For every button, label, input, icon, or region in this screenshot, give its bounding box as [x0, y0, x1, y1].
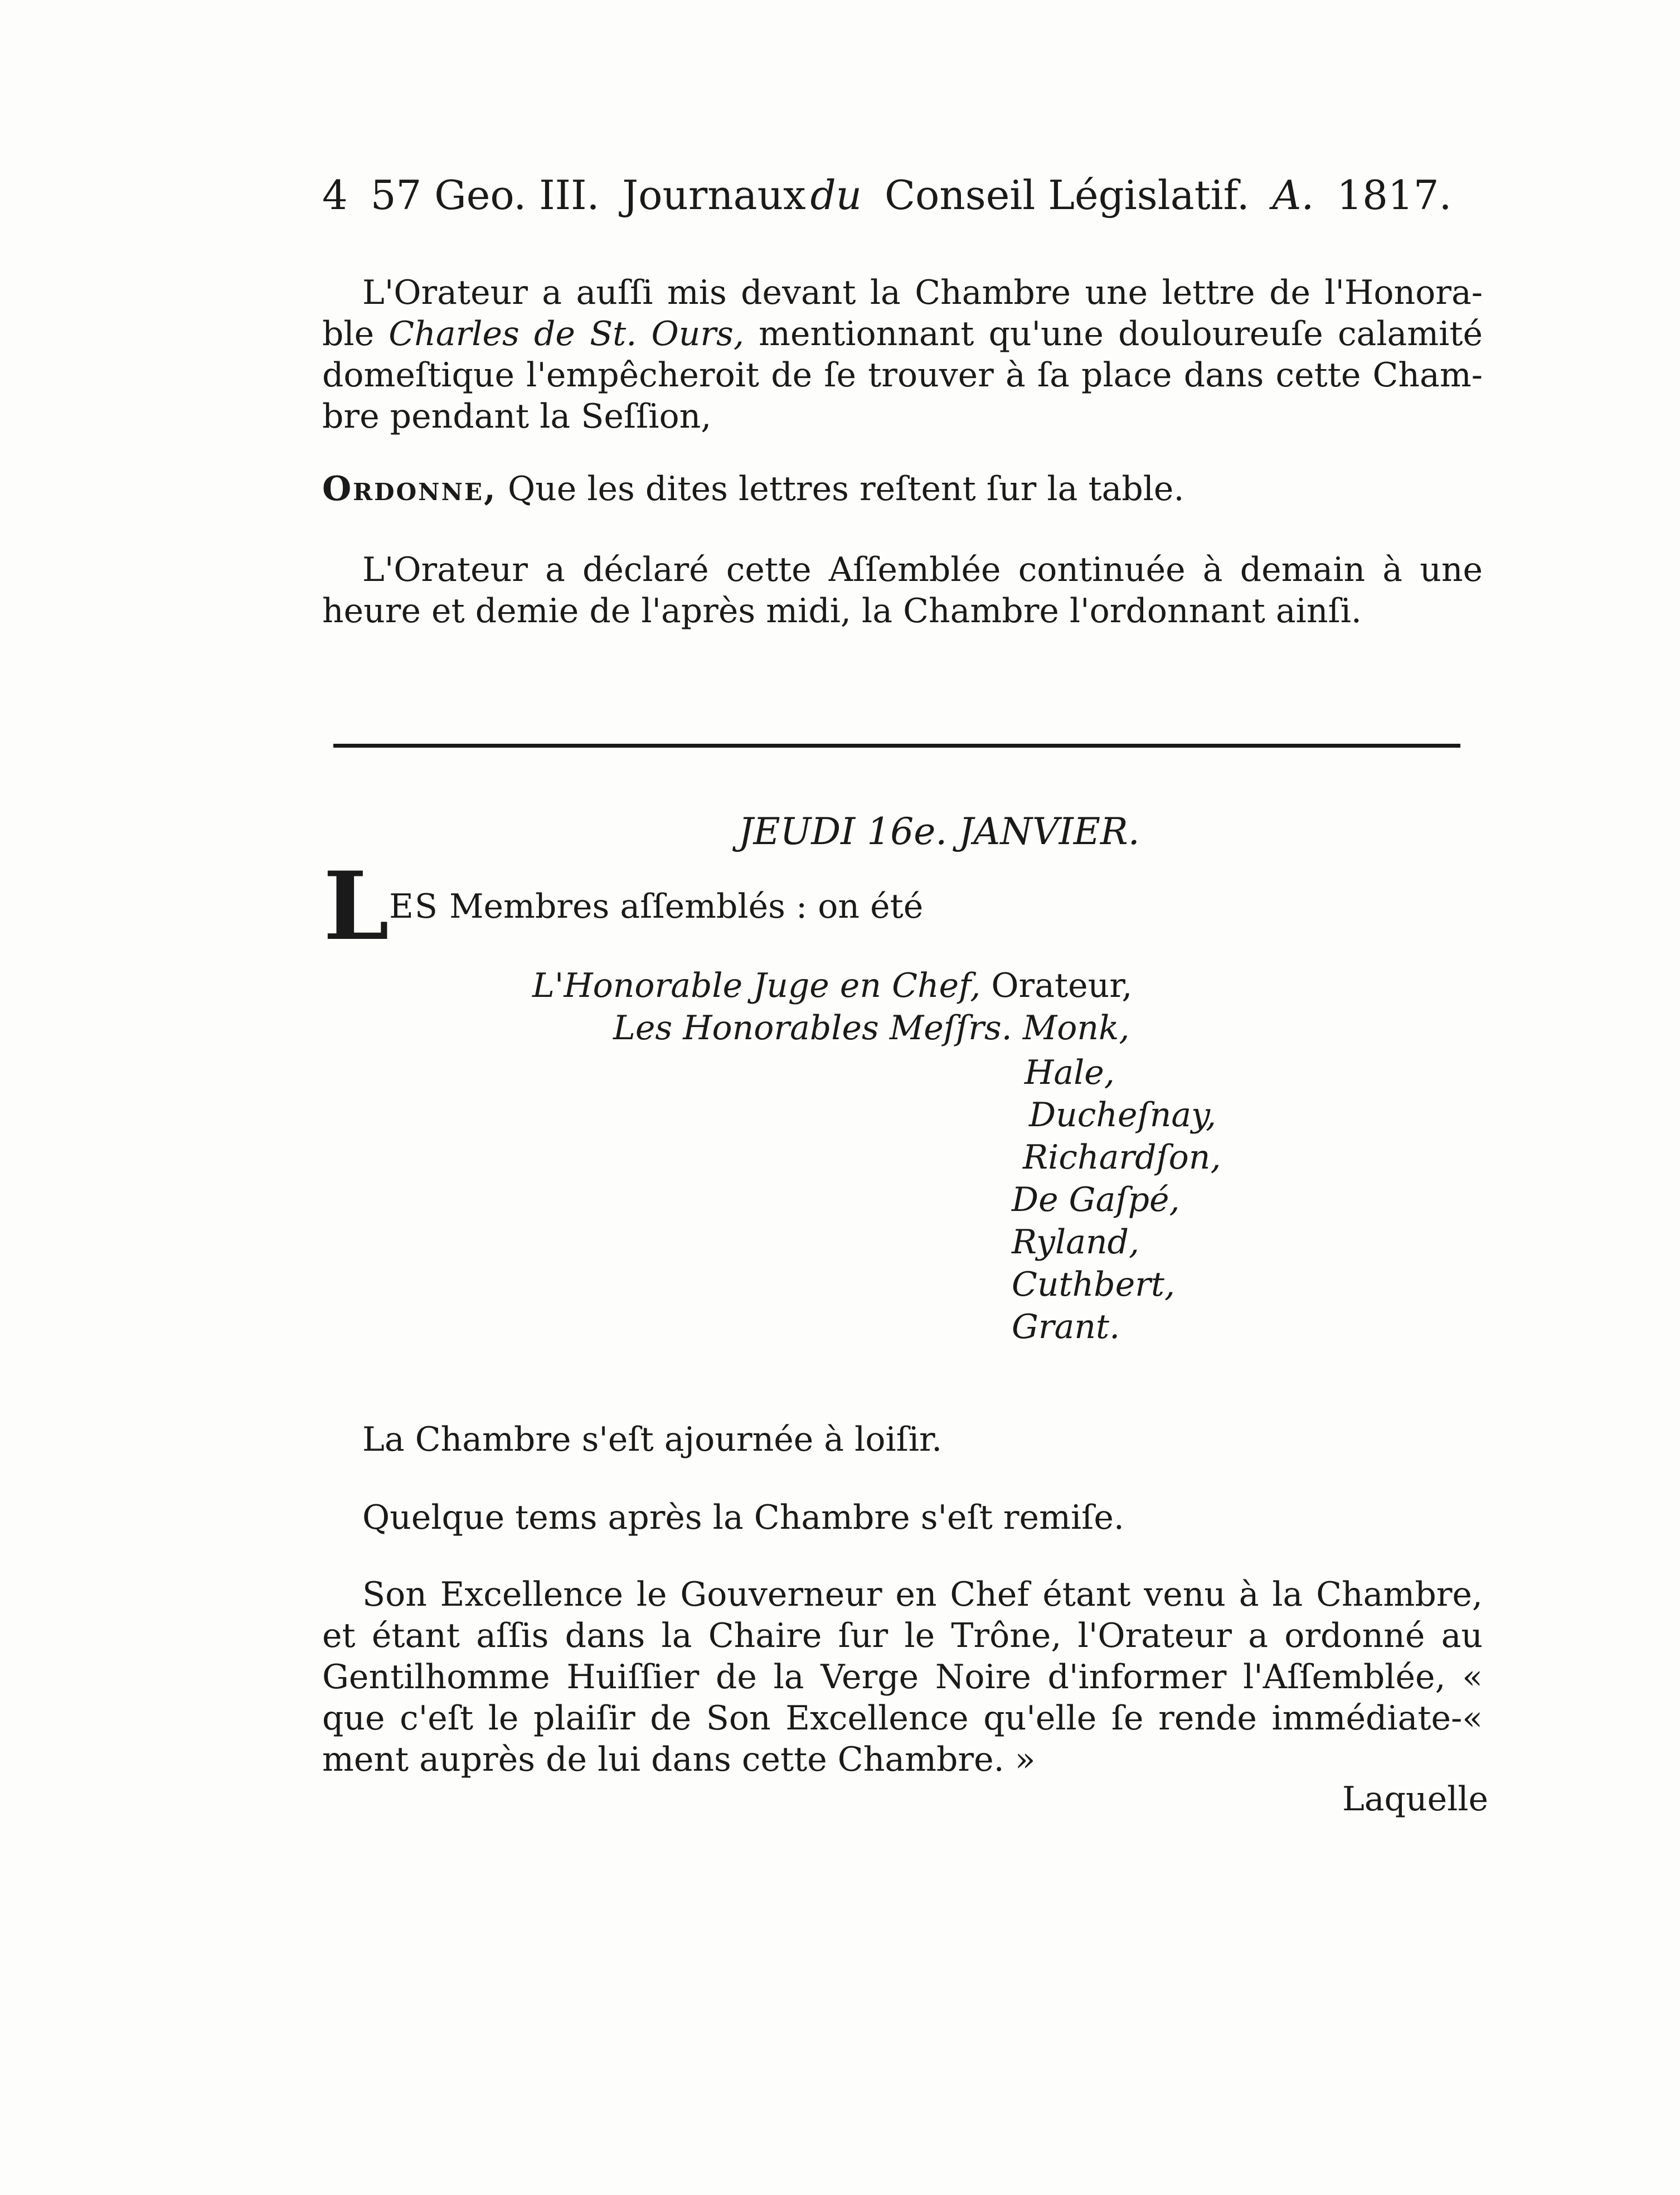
catchword: Laquelle: [1342, 1780, 1488, 1819]
member-name: Cuthbert,: [1012, 1265, 1176, 1304]
ordonne-keyword: Ordonne,: [322, 469, 497, 508]
members-line1-roman: Orateur,: [980, 966, 1133, 1005]
journal-title-part2: Conseil Législatif.: [884, 172, 1250, 219]
member-name: Richardſon,: [1023, 1138, 1221, 1177]
members-line2-italic: Les Honorables Meſſrs. Monk,: [613, 1009, 1130, 1048]
date-heading: JEUDI 16e. JANVIER.: [739, 810, 1140, 853]
journal-letter: A.: [1272, 172, 1314, 219]
members-intro-caps: ES: [389, 887, 439, 926]
member-name: Hale,: [1024, 1053, 1115, 1092]
regnal-year: 57 Geo. III.: [370, 172, 600, 219]
member-name: Ryland,: [1012, 1223, 1140, 1262]
members-intro-rest: Membres aſſemblés : on été: [439, 887, 924, 926]
paragraph-remise: Quelque tems après la Chambre s'eſt remiſe.: [362, 1498, 1124, 1537]
members-line-honorables: [613, 1007, 1129, 1049]
paragraph1-name: Charles de St. Ours,: [389, 314, 744, 353]
paragraph-adjournment: L'Orateur a déclaré cette Aſſemblée continuée à demain à une heure et demie de l'après midi, la Chambre l'ordonnant ainſi.: [322, 550, 1483, 631]
journal-title-part1: Journaux: [622, 172, 806, 219]
member-name: Grant.: [1012, 1307, 1120, 1346]
section-divider: [333, 744, 1460, 748]
paragraph-son-excellence: Son Excellence le Gouverneur en Chef étant venu à la Chambre, et étant aſſis dans la Chaire ſur le Trône, l'Orateur a ordonné au Gentilhomme Huiſſier de la Verge Noire d'informer l'Aſſemblée, « que c'eſt le plaiſir de Son Excellence qu'elle ſe rende immédiate-« ment auprès de lui dans cette Chambre. »: [322, 1575, 1483, 1779]
running-header: [322, 170, 1504, 220]
member-name: De Gaſpé,: [1012, 1180, 1180, 1219]
paragraph-orateur-lettre: [322, 272, 1483, 437]
paragraph2-rest: Que les dites lettres reſtent ſur la table.: [497, 469, 1184, 508]
journal-title-du: du: [810, 172, 862, 219]
dropcap-letter: L: [323, 851, 390, 961]
paragraph-ordonne: [322, 468, 1483, 510]
paragraph-ajournee: La Chambre s'eſt ajournée à loiſir.: [362, 1420, 943, 1459]
member-name: Ducheſnay,: [1029, 1096, 1217, 1135]
paragraph1-rest: mentionnant qu'une douloureuſe calamité domeſtique l'empêcheroit de ſe trouver à ſa place dans cette Cham-bre pendant la Seſſion,: [322, 314, 1483, 436]
page-number: 4: [322, 172, 348, 219]
paragraph1-lead: L'Orateur a auſſi mis devant la Chambre une lettre de l'Honora-ble: [322, 273, 1483, 353]
members-line-orateur: [532, 965, 1132, 1007]
members-intro: [323, 851, 1438, 961]
members-line1-italic: L'Honorable Juge en Chef,: [532, 966, 981, 1005]
journal-year: 1817.: [1337, 172, 1452, 219]
